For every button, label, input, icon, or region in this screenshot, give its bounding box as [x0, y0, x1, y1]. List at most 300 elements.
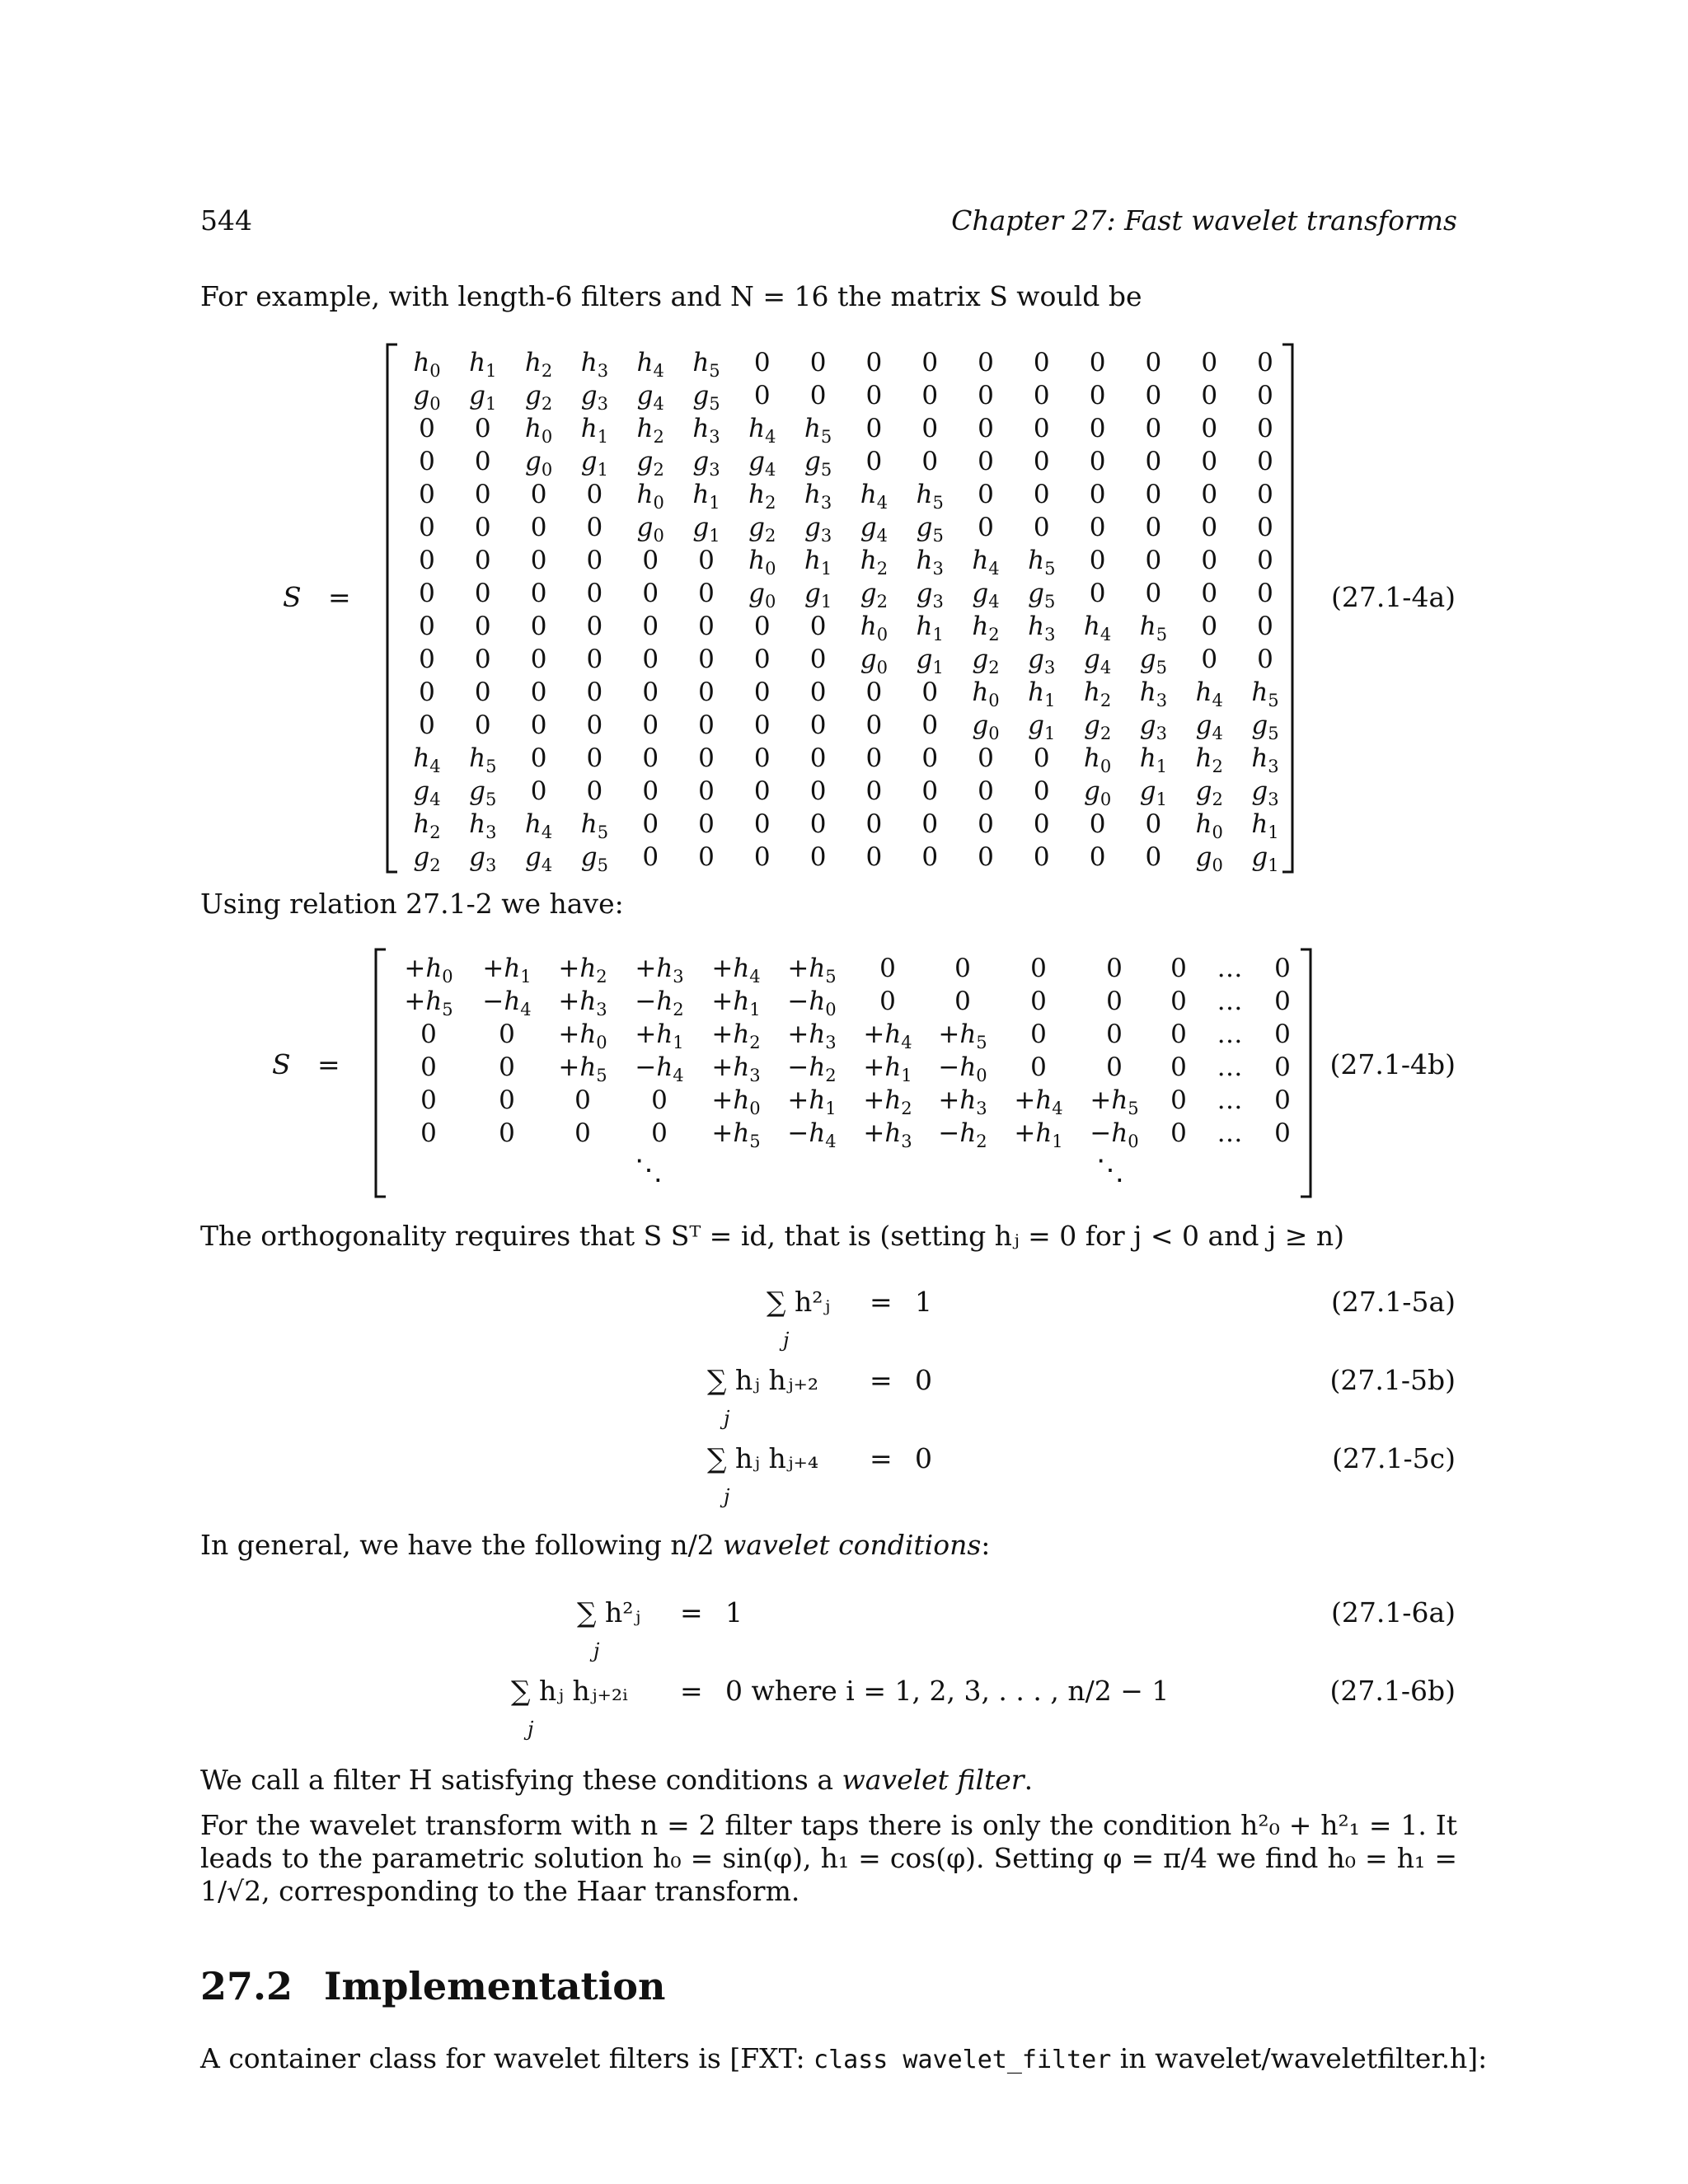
matrix-a-cell: 0 — [921, 677, 939, 707]
matrix-a-cell: 0 — [1201, 414, 1218, 443]
matrix-a-cell: $g_2$ — [1195, 776, 1223, 809]
matrix-a-cell: $h_0$ — [860, 612, 889, 644]
matrix-a-cell: 0 — [586, 710, 603, 740]
matrix-b-cell: 0 — [651, 1118, 668, 1148]
matrix-b-cell: 0 — [1030, 1019, 1047, 1049]
matrix-a-cell: $g_0$ — [413, 381, 441, 414]
general-paragraph — [200, 1529, 990, 1562]
matrix-a-cell: 0 — [642, 710, 659, 740]
matrix-b-cell: $+h_5$ — [711, 1118, 761, 1151]
matrix-b-cell: … — [1217, 1085, 1243, 1115]
matrix-b-cell: $+h_1$ — [1014, 1118, 1063, 1151]
matrix-a-cell: 0 — [1145, 546, 1162, 575]
matrix-a-cell: 0 — [698, 842, 715, 872]
matrix-a-cell: 0 — [530, 776, 547, 806]
filter-text: We call a filter H satisfying these conditions a — [200, 1764, 842, 1796]
matrix-a-cell: $g_2$ — [524, 381, 553, 414]
matrix-a-cell: $g_1$ — [916, 644, 944, 677]
matrix-a-cell: $g_1$ — [1139, 776, 1168, 809]
matrix-b-cell: $-h_2$ — [938, 1118, 987, 1151]
matrix-a-cell: $h_1$ — [580, 414, 609, 447]
section-title: Implementation — [324, 1964, 666, 2008]
container-text: A container class for wavelet filters is [FXT: — [200, 2042, 814, 2074]
equation-6a-lhs: ∑ h²ⱼ — [577, 1596, 641, 1629]
equation-5a-lhs: ∑ h²ⱼ — [767, 1286, 831, 1318]
matrix-a-cell: $h_4$ — [1195, 677, 1223, 710]
matrix-a-cell: 0 — [865, 381, 883, 410]
matrix-b-cell: 0 — [1106, 987, 1123, 1016]
container-paragraph — [200, 2042, 1487, 2077]
haar-paragraph: For the wavelet transform with n = 2 filter taps there is only the condition h²₀ + h²₁ = 1. It leads to the parametric solution h₀ = sin(φ), h₁ = cos(φ). Setting φ = π/4 we find h₀ = h₁ = 1/√2, corresponding to the Haar transform. — [200, 1809, 1457, 1907]
matrix-b-cell: 0 — [1274, 1019, 1291, 1049]
matrix-a-cell: 0 — [698, 710, 715, 740]
matrix-b-lhs: S — [272, 1048, 291, 1080]
matrix-a-cell: $h_1$ — [916, 612, 944, 644]
matrix-a-cell: 0 — [865, 414, 883, 443]
matrix-b-cell: 0 — [1170, 1052, 1187, 1082]
matrix-a-cell: $h_5$ — [916, 480, 944, 513]
matrix-a-cell: 0 — [1145, 809, 1162, 839]
matrix-a-cell: $g_1$ — [469, 381, 497, 414]
equation-5c-rhs: 0 — [915, 1442, 932, 1474]
matrix-a-cell: 0 — [1201, 513, 1218, 542]
matrix-a-cell: 0 — [1033, 743, 1050, 773]
equation-5b-rhs: 0 — [915, 1364, 932, 1396]
matrix-a-cell: $g_5$ — [916, 513, 944, 546]
equation-label-5c: (27.1-5c) — [1332, 1442, 1456, 1474]
container-code: class wavelet_filter — [814, 2046, 1112, 2074]
matrix-b-left-bracket — [376, 949, 386, 1197]
matrix-b-cell: $-h_4$ — [787, 1118, 837, 1151]
matrix-a-cell: 0 — [1145, 414, 1162, 443]
matrix-a-cell: 0 — [1257, 414, 1273, 443]
matrix-a-cell: $h_2$ — [972, 612, 1000, 644]
matrix-a-cell: $g_0$ — [524, 447, 553, 480]
matrix-b-cell: 0 — [1170, 1085, 1187, 1115]
matrix-a-cell: 0 — [474, 677, 491, 707]
matrix-a-cell: 0 — [1201, 644, 1218, 674]
matrix-a-cell: 0 — [1033, 447, 1050, 476]
matrix-a-cell: 0 — [1201, 381, 1218, 410]
matrix-a-cell: $g_3$ — [469, 842, 497, 875]
matrix-a-cell: 0 — [1201, 546, 1218, 575]
matrix-a-cell: $g_5$ — [692, 381, 720, 414]
matrix-a-cell: 0 — [1145, 480, 1162, 509]
intro-paragraph: For example, with length-6 filters and N = 16 the matrix S would be — [200, 280, 1142, 312]
matrix-a-cell: $g_4$ — [413, 776, 441, 809]
matrix-a-cell: 0 — [921, 710, 939, 740]
matrix-a-cell: $g_0$ — [636, 513, 664, 546]
matrix-a-cell: 0 — [1145, 381, 1162, 410]
matrix-a-cell: 0 — [642, 677, 659, 707]
matrix-a-cell: 0 — [809, 677, 827, 707]
matrix-a-cell: 0 — [921, 447, 939, 476]
matrix-a-cell: $h_3$ — [1028, 612, 1056, 644]
matrix-a-cell: 0 — [642, 644, 659, 674]
matrix-a-cell: 0 — [474, 480, 491, 509]
matrix-a-cell: $h_5$ — [1028, 546, 1056, 579]
matrix-a-cell: 0 — [530, 743, 547, 773]
relation-paragraph: Using relation 27.1-2 we have: — [200, 888, 624, 920]
matrix-b-cell: $+h_1$ — [863, 1052, 912, 1085]
matrix-a-cell: $h_2$ — [1083, 677, 1112, 710]
matrix-a-cell: $g_4$ — [636, 381, 664, 414]
matrix-a-cell: 0 — [865, 809, 883, 839]
matrix-a-cell: $g_1$ — [804, 579, 832, 612]
matrix-a-cell: 0 — [419, 480, 435, 509]
matrix-a-cell: $h_3$ — [916, 546, 944, 579]
matrix-a-cell: 0 — [978, 348, 994, 377]
equation-6b-rhs: 0 where i = 1, 2, 3, . . . , n/2 − 1 — [725, 1675, 1170, 1707]
equation-label-4b: (27.1-4b) — [1329, 1048, 1456, 1080]
matrix-a-cell: $g_3$ — [1139, 710, 1168, 743]
matrix-a-cell: $h_5$ — [692, 348, 720, 381]
matrix-a-cell: $h_3$ — [1139, 677, 1168, 710]
matrix-b-cell: $+h_1$ — [635, 1019, 684, 1052]
matrix-b-cell: 0 — [420, 1085, 437, 1115]
equation-6b-eq: = — [680, 1675, 703, 1707]
matrix-a-cell: 0 — [642, 809, 659, 839]
matrix-b-right-bracket — [1301, 949, 1311, 1197]
matrix-b-cell: $-h_0$ — [938, 1052, 987, 1085]
matrix-a-cell: $g_4$ — [860, 513, 889, 546]
general-emphasis: wavelet conditions — [723, 1529, 982, 1561]
matrix-a-cell: 0 — [1033, 809, 1050, 839]
chapter-title: Chapter 27: Fast wavelet transforms — [951, 204, 1457, 237]
matrix-a-cell: 0 — [1201, 348, 1218, 377]
matrix-a-cell: $h_4$ — [748, 414, 776, 447]
matrix-a-cell: 0 — [698, 612, 715, 641]
equation-5c-sub: j — [724, 1485, 730, 1508]
matrix-b-cell: 0 — [1170, 1118, 1187, 1148]
matrix-a-cell: $h_2$ — [636, 414, 664, 447]
matrix-a-cell: 0 — [698, 809, 715, 839]
matrix-a-cell: 0 — [586, 579, 603, 608]
matrix-a-cell: $g_0$ — [860, 644, 889, 677]
matrix-a-cell: 0 — [1033, 776, 1050, 806]
matrix-b-cell: $+h_4$ — [1014, 1085, 1063, 1118]
matrix-b-cell: 0 — [1030, 1052, 1047, 1082]
matrix-a-cell: $g_0$ — [972, 710, 1000, 743]
matrix-b-cell: 0 — [1274, 954, 1291, 983]
matrix-b-cell: $-h_2$ — [787, 1052, 837, 1085]
matrix-a-cell: 0 — [474, 579, 491, 608]
matrix-a-cell: $h_3$ — [580, 348, 609, 381]
matrix-a-cell: $g_0$ — [1083, 776, 1112, 809]
matrix-a-cell: 0 — [921, 776, 939, 806]
matrix-a-cell: 0 — [1089, 513, 1106, 542]
matrix-a-cell: 0 — [1257, 348, 1273, 377]
matrix-b-cell: … — [1217, 1118, 1243, 1148]
matrix-b-cell: 0 — [499, 1118, 515, 1148]
matrix-b-cell: 0 — [499, 1085, 515, 1115]
matrix-a-cell: 0 — [753, 612, 771, 641]
matrix-a-cell: 0 — [1257, 480, 1273, 509]
matrix-a-cell: 0 — [753, 776, 771, 806]
matrix-a-cell: $h_5$ — [580, 809, 609, 842]
matrix-b-cell: $+h_0$ — [711, 1085, 761, 1118]
equation-label-5b: (27.1-5b) — [1329, 1364, 1456, 1396]
matrix-a-cell: 0 — [530, 710, 547, 740]
matrix-a-cell: 0 — [865, 842, 883, 872]
matrix-b-cell: 0 — [574, 1085, 591, 1115]
equation-5b-eq: = — [870, 1364, 893, 1396]
matrix-a-cell: 0 — [978, 842, 994, 872]
equation-6b-sub: j — [528, 1718, 534, 1741]
matrix-b-cell: $+h_3$ — [863, 1118, 912, 1151]
matrix-a-cell: 0 — [419, 677, 435, 707]
matrix-a-cell: 0 — [642, 842, 659, 872]
matrix-a-cell: 0 — [419, 612, 435, 641]
matrix-b-cell: 0 — [1106, 1019, 1123, 1049]
matrix-a-cell: $h_3$ — [1251, 743, 1279, 776]
equation-5a-rhs: 1 — [915, 1286, 932, 1318]
matrix-b-cell: 0 — [1274, 1052, 1291, 1082]
matrix-a-cell: $h_5$ — [804, 414, 832, 447]
matrix-a-cell: $g_4$ — [972, 579, 1000, 612]
matrix-b-cell: $+h_5$ — [404, 987, 453, 1019]
matrix-a-cell: 0 — [586, 776, 603, 806]
matrix-b-cell: $+h_2$ — [558, 954, 607, 987]
matrix-a-cell: $g_4$ — [524, 842, 553, 875]
matrix-a-cell: 0 — [530, 480, 547, 509]
matrix-b-cell: $+h_0$ — [558, 1019, 607, 1052]
matrix-a-cell: $h_0$ — [1195, 809, 1223, 842]
matrix-a-cell: $h_1$ — [804, 546, 832, 579]
matrix-a-cell: $g_5$ — [1139, 644, 1168, 677]
matrix-b-cell: 0 — [420, 1118, 437, 1148]
matrix-b-cell: $+h_5$ — [558, 1052, 607, 1085]
matrix-b-cell: … — [1217, 954, 1243, 983]
matrix-a-cell: 0 — [809, 710, 827, 740]
equation-5a-sub: j — [783, 1329, 790, 1352]
matrix-a-cell: $g_1$ — [580, 447, 609, 480]
matrix-a-cell: 0 — [474, 513, 491, 542]
matrix-a-cell: $g_5$ — [580, 842, 609, 875]
matrix-a-cell: 0 — [921, 348, 939, 377]
matrix-a-cell: $h_3$ — [469, 809, 497, 842]
matrix-b-cell: 0 — [499, 1052, 515, 1082]
matrix-a-cell: 0 — [865, 677, 883, 707]
equation-5b-lhs: ∑ hⱼ hⱼ₊₂ — [707, 1364, 819, 1396]
matrix-b-cell: 0 — [1030, 954, 1047, 983]
matrix-b-cell: $+h_1$ — [482, 954, 532, 987]
matrix-a-cell: $g_0$ — [748, 579, 776, 612]
matrix-a-cell: $g_1$ — [1028, 710, 1056, 743]
matrix-a-equals: = — [328, 581, 351, 613]
matrix-a-cell: 0 — [474, 447, 491, 476]
matrix-a-cell: 0 — [698, 546, 715, 575]
matrix-a-cell: $g_3$ — [1028, 644, 1056, 677]
matrix-a-cell: $h_2$ — [860, 546, 889, 579]
matrix-b-cell: $+h_3$ — [938, 1085, 987, 1118]
matrix-a-cell: 0 — [586, 743, 603, 773]
matrix-b-ddots-left: ⋱ — [635, 1154, 663, 1187]
matrix-a-cell: $g_3$ — [1251, 776, 1279, 809]
page-number: 544 — [200, 204, 252, 237]
equation-6a-eq: = — [680, 1596, 703, 1629]
matrix-a-cell: 0 — [809, 776, 827, 806]
matrix-a-cell: 0 — [921, 809, 939, 839]
matrix-b-cell: $+h_0$ — [404, 954, 453, 987]
matrix-a-cell: 0 — [1257, 546, 1273, 575]
matrix-a-cell: 0 — [753, 743, 771, 773]
matrix-b-cell: $+h_1$ — [711, 987, 761, 1019]
matrix-a-cell: 0 — [809, 842, 827, 872]
matrix-a-cell: 0 — [1033, 414, 1050, 443]
matrix-a-cell: 0 — [1145, 579, 1162, 608]
matrix-a-cell: 0 — [978, 776, 994, 806]
matrix-b-cell: $+h_3$ — [787, 1019, 837, 1052]
matrix-a-cell: 0 — [419, 513, 435, 542]
matrix-a-cell: 0 — [1033, 348, 1050, 377]
matrix-a-cell: 0 — [978, 447, 994, 476]
matrix-b-cell: 0 — [879, 954, 896, 983]
matrix-a-cell: 0 — [474, 414, 491, 443]
matrix-a-cell: $h_2$ — [524, 348, 553, 381]
matrix-a-cell: 0 — [419, 447, 435, 476]
matrix-a-cell: 0 — [586, 513, 603, 542]
matrix-a-cell: $h_3$ — [692, 414, 720, 447]
matrix-a-cell: $h_2$ — [413, 809, 441, 842]
filter-emphasis: wavelet filter — [842, 1764, 1025, 1796]
matrix-a-cell: 0 — [921, 842, 939, 872]
matrix-a-cell: 0 — [474, 546, 491, 575]
equation-6b-lhs: ∑ hⱼ hⱼ₊₂ᵢ — [511, 1675, 628, 1707]
matrix-a-cell: $h_0$ — [524, 414, 553, 447]
matrix-a-cell: 0 — [642, 776, 659, 806]
matrix-a-cell: $g_2$ — [636, 447, 664, 480]
matrix-a-cell: $g_5$ — [804, 447, 832, 480]
matrix-a-cell: $g_5$ — [1028, 579, 1056, 612]
matrix-b-cell: $-h_4$ — [482, 987, 532, 1019]
matrix-a-cell: 0 — [1145, 447, 1162, 476]
matrix-a-cell: 0 — [978, 414, 994, 443]
matrix-a-cell: 0 — [474, 644, 491, 674]
matrix-a-cell: 0 — [978, 809, 994, 839]
equation-5a-eq: = — [870, 1286, 893, 1318]
matrix-a-cell: 0 — [586, 546, 603, 575]
matrix-a-cell: 0 — [642, 579, 659, 608]
matrix-a-cell: $g_5$ — [469, 776, 497, 809]
matrix-b-ddots-right: ⋱ — [1096, 1154, 1124, 1187]
matrix-a-cell: 0 — [419, 579, 435, 608]
equation-5c-lhs: ∑ hⱼ hⱼ₊₄ — [707, 1442, 819, 1474]
matrix-a-cell: $h_4$ — [636, 348, 664, 381]
matrix-a-cell: $h_1$ — [692, 480, 720, 513]
matrix-a-cell: $h_2$ — [748, 480, 776, 513]
equation-6a-rhs: 1 — [725, 1596, 743, 1629]
matrix-a-cell: 0 — [1089, 348, 1106, 377]
equation-6a-sub: j — [593, 1639, 600, 1662]
matrix-a-cell: $h_5$ — [469, 743, 497, 776]
matrix-a-cell: $h_4$ — [524, 809, 553, 842]
matrix-a-cell: 0 — [978, 743, 994, 773]
matrix-a-cell: 0 — [1257, 381, 1273, 410]
filter-paragraph — [200, 1764, 1033, 1797]
matrix-a-cell: 0 — [1033, 513, 1050, 542]
matrix-a-cell: 0 — [530, 513, 547, 542]
matrix-a-cell: 0 — [809, 809, 827, 839]
matrix-a-cell: 0 — [419, 644, 435, 674]
matrix-a-cell: 0 — [698, 776, 715, 806]
matrix-a-cell: 0 — [642, 743, 659, 773]
matrix-b-cell: $+h_2$ — [863, 1085, 912, 1118]
matrix-b-cell: $-h_2$ — [635, 987, 684, 1019]
section-number: 27.2 — [200, 1964, 293, 2008]
matrix-b-cell: $+h_3$ — [711, 1052, 761, 1085]
matrix-a-cell: 0 — [753, 809, 771, 839]
matrix-a-cell: $h_2$ — [1195, 743, 1223, 776]
matrix-a-cell: 0 — [1257, 513, 1273, 542]
matrix-b-cell: 0 — [1170, 987, 1187, 1016]
matrix-a-cell: 0 — [642, 612, 659, 641]
matrix-a-cell: $g_2$ — [860, 579, 889, 612]
matrix-a-cell: $h_4$ — [860, 480, 889, 513]
matrix-a-cell: $g_3$ — [804, 513, 832, 546]
matrix-a-cell: $g_1$ — [692, 513, 720, 546]
matrix-a-cell: 0 — [1089, 809, 1106, 839]
matrix-a-cell: 0 — [530, 546, 547, 575]
equation-label-6a: (27.1-6a) — [1330, 1596, 1456, 1629]
matrix-a-cell: 0 — [586, 612, 603, 641]
matrix-b-cell: 0 — [574, 1118, 591, 1148]
matrix-b-cell: 0 — [420, 1052, 437, 1082]
matrix-a-cell: $g_4$ — [748, 447, 776, 480]
matrix-b-cell: 0 — [954, 987, 971, 1016]
matrix-a-cell: 0 — [530, 677, 547, 707]
matrix-a-cell: 0 — [419, 414, 435, 443]
matrix-b-cells — [404, 954, 1291, 1151]
matrix-a-cell: 0 — [1089, 414, 1106, 443]
matrix-a-cell: 0 — [809, 743, 827, 773]
matrix-a-cell: 0 — [1257, 579, 1273, 608]
matrix-a-cell: 0 — [753, 677, 771, 707]
matrix-a-cell: $h_0$ — [748, 546, 776, 579]
matrix-a-cell: $h_0$ — [1083, 743, 1112, 776]
matrix-b-cell: 0 — [879, 987, 896, 1016]
matrix-b-cell: … — [1217, 987, 1243, 1016]
equation-5c-eq: = — [870, 1442, 893, 1474]
matrix-b-cell: $-h_0$ — [787, 987, 837, 1019]
equation-label-6b: (27.1-6b) — [1329, 1675, 1456, 1707]
matrix-a-cell: 0 — [1145, 348, 1162, 377]
matrix-a-lhs: S — [283, 581, 302, 613]
matrix-a-cell: 0 — [530, 612, 547, 641]
matrix-b-cell: $+h_5$ — [1090, 1085, 1139, 1118]
matrix-b-cell: 0 — [651, 1085, 668, 1115]
matrix-a-cell: 0 — [865, 743, 883, 773]
matrix-a-cell: $h_0$ — [972, 677, 1000, 710]
matrix-a-cell: 0 — [809, 612, 827, 641]
matrix-a-cell: 0 — [1089, 447, 1106, 476]
matrix-a-cell: $h_4$ — [972, 546, 1000, 579]
matrix-a-cell: $h_1$ — [469, 348, 497, 381]
matrix-a-cell: $h_4$ — [413, 743, 441, 776]
matrix-a-cell: $h_4$ — [1083, 612, 1112, 644]
matrix-a-cell: 0 — [474, 612, 491, 641]
matrix-a-cell: 0 — [753, 710, 771, 740]
matrix-a-cell: $g_3$ — [916, 579, 944, 612]
matrix-a-cell: 0 — [865, 348, 883, 377]
matrix-a-cell: 0 — [865, 710, 883, 740]
matrix-a-cell: $h_1$ — [1139, 743, 1168, 776]
matrix-a-cell: 0 — [586, 677, 603, 707]
matrix-b-cell: 0 — [1274, 987, 1291, 1016]
matrix-a-cell: $h_0$ — [636, 480, 664, 513]
matrix-a-cell: 0 — [698, 579, 715, 608]
filter-suffix: . — [1024, 1764, 1034, 1796]
